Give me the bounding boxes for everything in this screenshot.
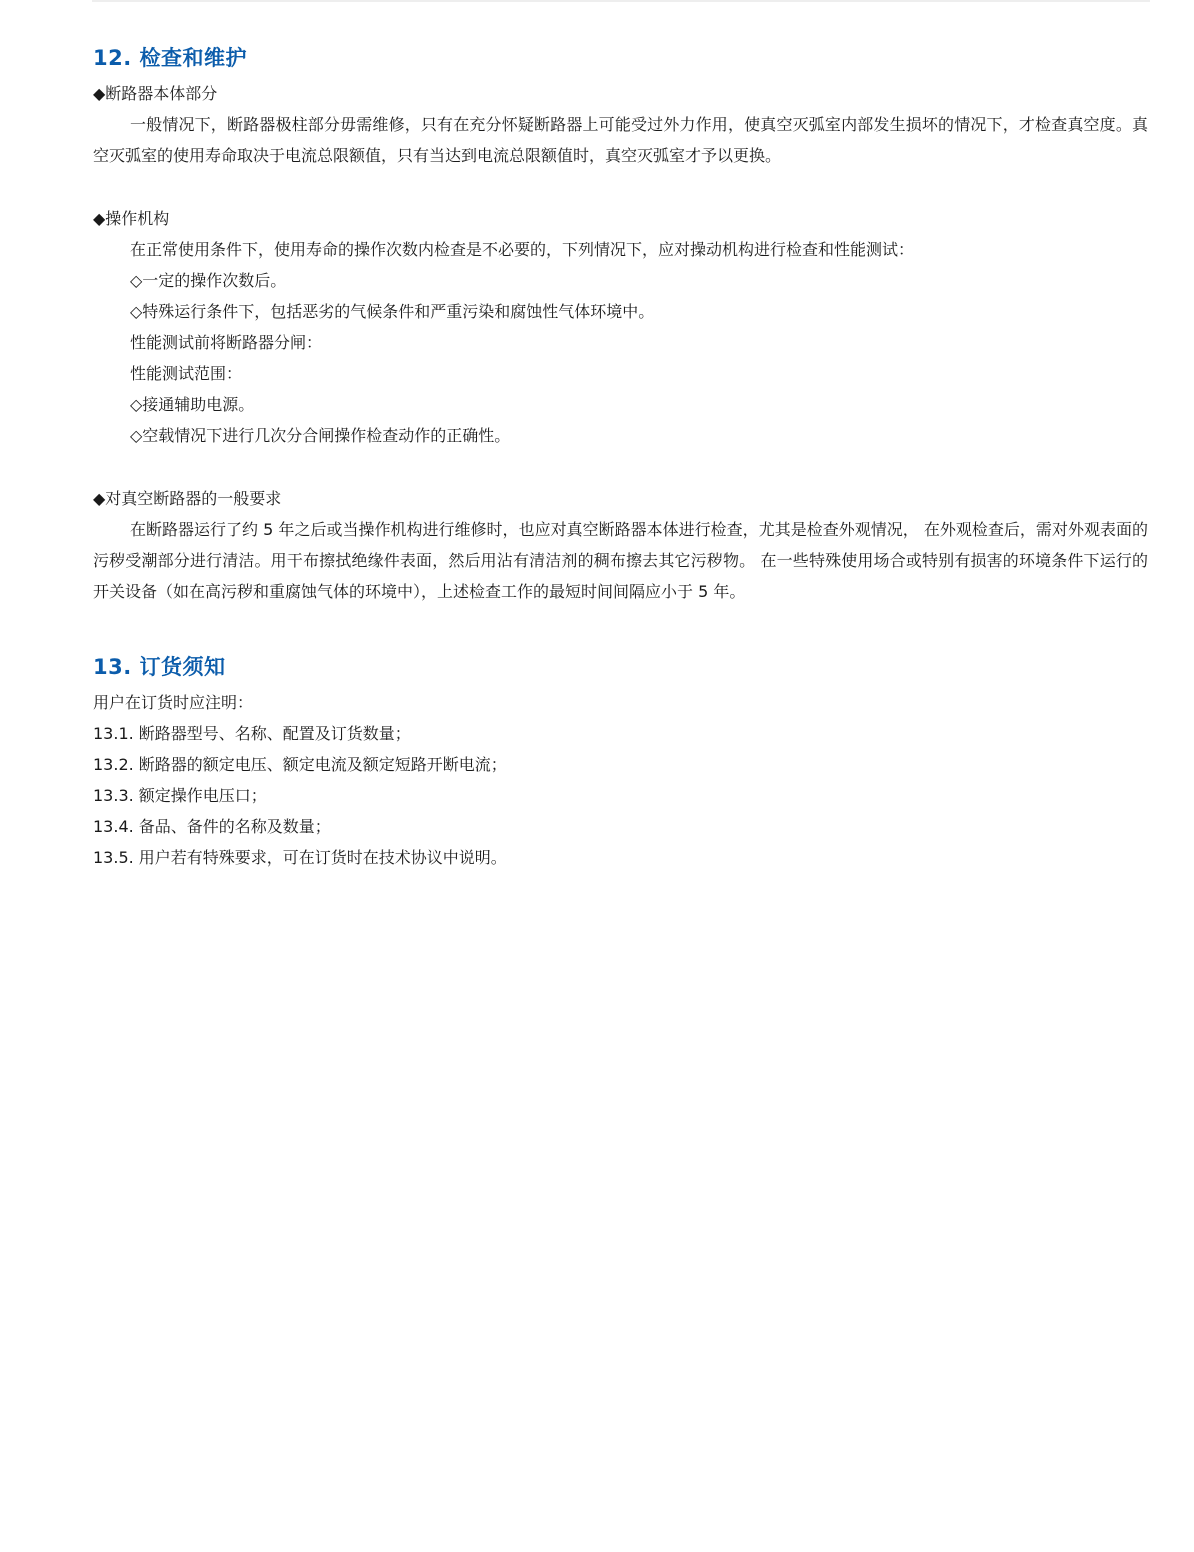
mechanism-heading: ◆操作机构	[93, 209, 170, 228]
body-part-heading: ◆断路器本体部分	[93, 84, 218, 103]
mechanism-line: ◇特殊运行条件下，包括恶劣的气候条件和严重污染和腐蚀性气体环境中。	[130, 302, 655, 321]
top-divider	[92, 0, 1150, 2]
mechanism-line: 性能测试前将断路器分闸：	[130, 333, 323, 352]
mechanism-line: ◇一定的操作次数后。	[130, 271, 287, 290]
ordering-item: 13.1. 断路器型号、名称、配置及订货数量；	[93, 724, 411, 743]
ordering-item: 13.4. 备品、备件的名称及数量；	[93, 817, 331, 836]
section-12-title: 12. 检查和维护	[93, 46, 248, 70]
ordering-item: 13.2. 断路器的额定电压、额定电流及额定短路开断电流；	[93, 755, 507, 774]
ordering-intro: 用户在订货时应注明：	[93, 693, 254, 712]
mechanism-line: 在正常使用条件下，使用寿命的操作次数内检查是不必要的，下列情况下，应对操动机构进行检查和性能测试：	[130, 240, 915, 259]
mechanism-line: ◇空载情况下进行几次分合闸操作检查动作的正确性。	[130, 426, 511, 445]
mechanism-line: ◇接通辅助电源。	[130, 395, 255, 414]
ordering-item: 13.3. 额定操作电压口；	[93, 786, 267, 805]
section-13-title: 13. 订货须知	[93, 655, 226, 679]
ordering-item: 13.5. 用户若有特殊要求，可在订货时在技术协议中说明。	[93, 848, 507, 867]
mechanism-line: 性能测试范围：	[130, 364, 243, 383]
general-requirements-paragraph: 在断路器运行了约 5 年之后或当操作机构进行维修时，也应对真空断路器本体进行检查，尤其是检查外观情况， 在外观检查后，需对外观表面的污秽受潮部分进行清洁。用干布擦拭绝缘件表面，然后用沾有清洁剂的稠布擦去其它污秽物。 在一些特殊使用场合或特别有损害的环境条件下运行的开关设备（如在高污秽和重腐蚀气体的环境中），上述检查工作的最短时间间隔应小于 5 年。	[93, 520, 1148, 601]
body-part-paragraph: 一般情况下，断路器极柱部分毋需维修，只有在充分怀疑断路器上可能受过外力作用，使真空灭弧室内部发生损坏的情况下，才检查真空度。真空灭弧室的使用寿命取决于电流总限额值，只有当达到电流总限额值时，真空灭弧室才予以更换。	[93, 115, 1148, 165]
document-content	[93, 40, 1148, 873]
general-requirements-heading: ◆对真空断路器的一般要求	[93, 489, 282, 508]
